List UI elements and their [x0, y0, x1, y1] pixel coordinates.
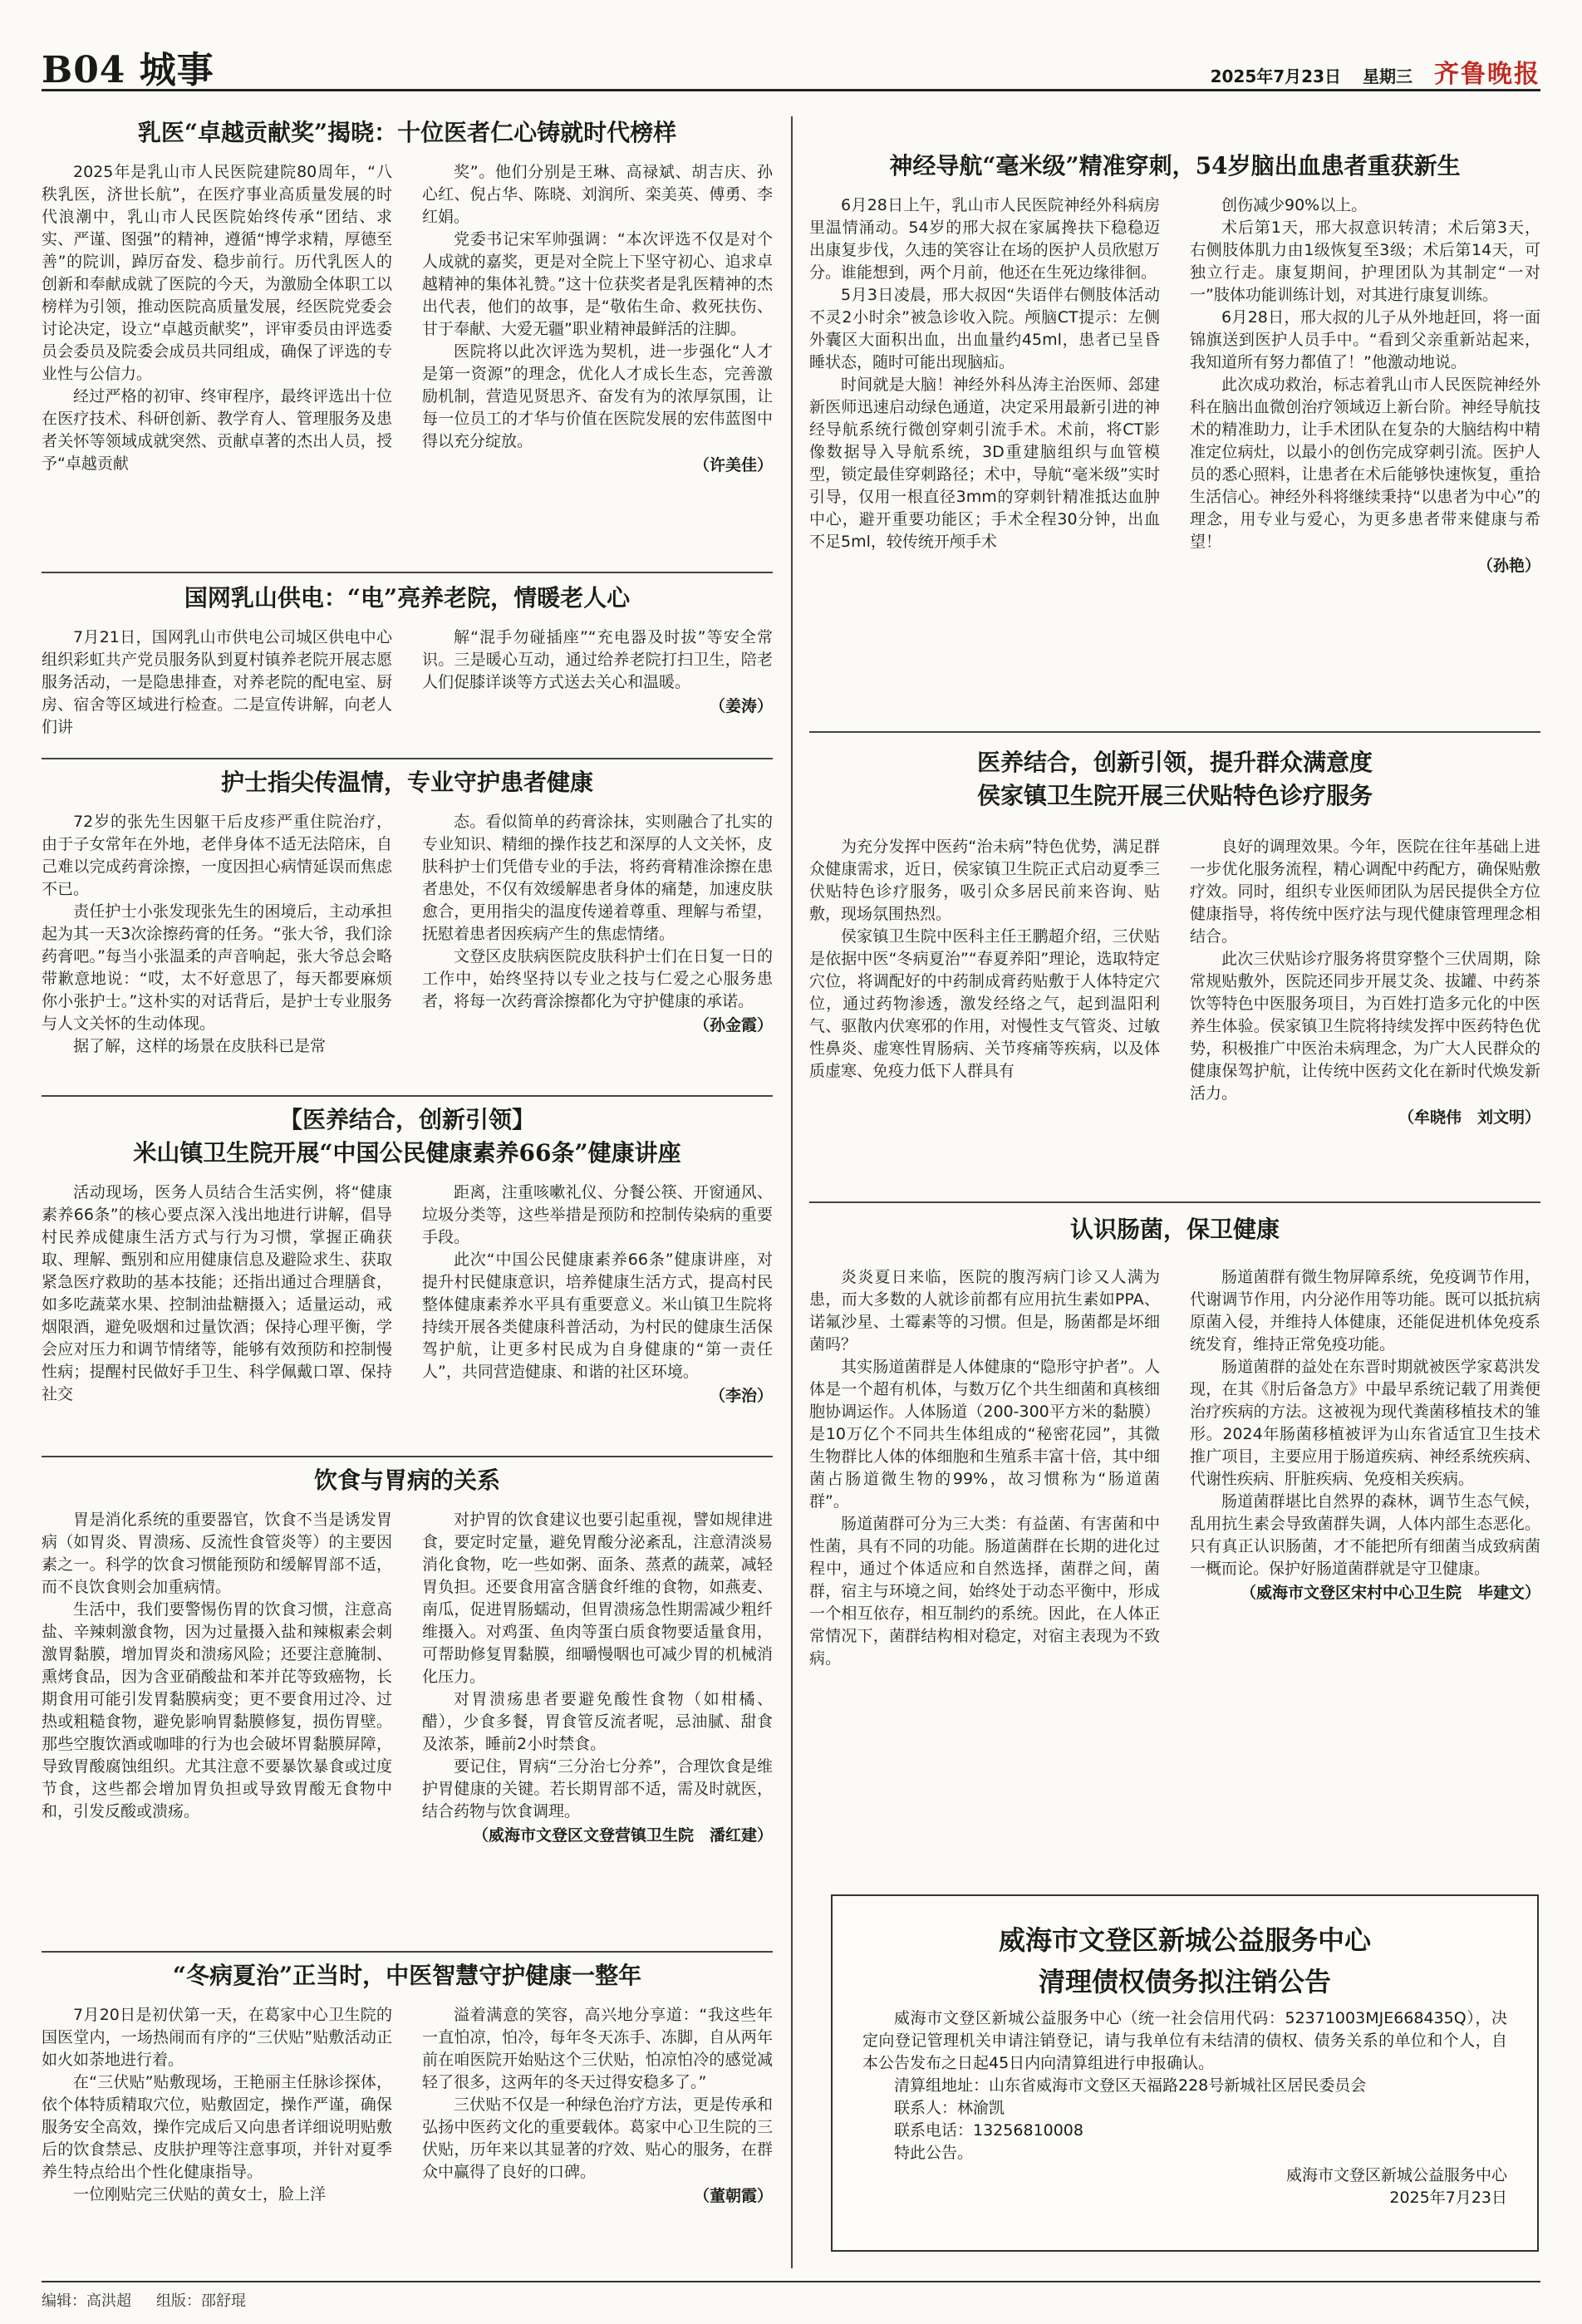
article-column-1: [42, 1182, 392, 1408]
byline: （姜涛）: [709, 697, 773, 715]
paragraph: 6月28日上午，乳山市人民医院神经外科病房里温情涌动。54岁的邢大叔在家属搀扶下稳稳迈出康复步伐，久违的笑容让在场的医护人员欣慰万分。谁能想到，两个月前，他还在生死边缘徘徊。: [809, 196, 1160, 282]
paragraph: 5月3日凌晨，邢大叔因“失语伴右侧肢体活动不灵2小时余”被急诊收入院。颅脑CT提示：左侧外囊区大面积出血，出血量约45ml，患者已呈昏睡状态，随时可能出现脑疝。: [809, 286, 1160, 371]
paragraph: 侯家镇卫生院中医科主任王鹏超介绍，三伏贴是依据中医“冬病夏治”“春夏养阳”理论，选取特定穴位，将调配好的中药制成膏药贴敷于人体特定穴位，通过药物渗透，激发经络之气，起到温阳利气、驱散内伏寒邪的作用，对慢性支气管炎、过敏性鼻炎、虚寒性胃肠病、关节疼痛等疾病，以及体质虚寒、免疫力低下人群具有: [809, 927, 1160, 1080]
paragraph: 溢着满意的笑容，高兴地分享道：“我这些年一直怕凉，怕冷，每年冬天冻手、冻脚，自从两年前在咱医院开始贴这个三伏贴，怕凉怕冷的感觉减轻了很多，这两年的冬天过得安稳多了。”: [422, 2006, 773, 2091]
paragraph: 炎炎夏日来临，医院的腹泻病门诊又人满为患，而大多数的人就诊前都有应用抗生素如PPA、诺氟沙星、土霉素等的习惯。但是，肠菌都是坏细菌吗？: [809, 1268, 1160, 1354]
notice-contact: 联系人：林渝凯: [894, 2099, 1005, 2117]
paragraph: 对护胃的饮食建议也要引起重视，譬如规律进食，要定时定量，避免胃酸分泌紊乱，注意清淡易消化食物，吃一些如粥、面条、蒸煮的蔬菜，减轻胃负担。还要食用富含膳食纤维的食物，如燕麦、南瓜，促进胃肠蠕动，但胃溃疡急性期需减少粗纤维摄入。对鸡蛋、鱼肉等蛋白质食物要适量食用，可帮助修复胃黏膜，细嚼慢咽也可减少胃的机械消化压力。: [422, 1511, 773, 1686]
deregistration-notice: [831, 1894, 1539, 2252]
notice-phone: 联系电话：13256810008: [894, 2121, 1083, 2140]
section-divider: [42, 1456, 773, 1457]
paragraph: 解“混手勿碰插座”“充电器及时拔”等安全常识。三是暖心互动，通过给养老院打扫卫生，陪老人们促膝详谈等方式送去关心和温暖。: [422, 628, 773, 691]
byline: （威海市文登区文登营镇卫生院 潘红建）: [472, 1826, 773, 1845]
article-column-1: [42, 811, 392, 1058]
byline: （李治）: [709, 1387, 773, 1405]
paragraph: 肠道菌群的益处在东晋时期就被医学家葛洪发现，在其《肘后备急方》中最早系统记载了用粪便治疗疾病的方法。这被视为现代粪菌移植技术的雏形。2024年肠菌移植被评为山东省适宜卫生技术推广项目，主要应用于肠道疾病、神经系统疾病、代谢性疾病、肝脏疾病、免疫相关疾病。: [1190, 1358, 1540, 1488]
section-divider: [42, 758, 773, 759]
article-column-2: [1190, 1266, 1540, 1670]
paragraph: 其实肠道菌群是人体健康的“隐形守护者”。人体是一个超有机体，与数万亿个共生细菌和真核细胞协调运作。人体肠道（200-300平方米的黏膜）是10万亿个不同共生体组成的“秘密花园”，其微生物群比人体的体细胞和生殖系丰富十倍，其中细菌占肠道微生物的99%，故习惯称为“肠道菌群”。: [809, 1358, 1160, 1511]
paragraph: 在“三伏贴”贴敷现场，王艳丽主任脉诊探体，依个体特质精取穴位，贴敷固定，操作严谨，确保服务安全高效，操作完成后又向患者详细说明贴敷后的饮食禁忌、皮肤护理等注意事项，并针对夏季养生特点给出个性化健康指导。: [42, 2073, 392, 2181]
paragraph: 肠道菌群可分为三大类：有益菌、有害菌和中性菌，具有不同的功能。肠道菌群在长期的进化过程中，通过个体适应和自然选择，菌群之间，菌群，宿主与环境之间，始终处于动态平衡中，形成一个相互依存，相互制约的系统。因此，在人体正常情况下，菌群结构相对稳定，对宿主表现为不致病。: [809, 1515, 1160, 1668]
article-a1: [42, 116, 773, 565]
paragraph: 医院将以此次评选为契机，进一步强化“人才是第一资源”的理念，优化人才成长生态，完善激励机制，营造见贤思齐、奋发有为的浓厚氛围，让每一位员工的才华与价值在医院发展的宏伟蓝图中得以充分绽放。: [422, 342, 773, 450]
article-a4: [42, 1103, 773, 1452]
paragraph: 良好的调理效果。今年，医院在往年基础上进一步优化服务流程，精心调配中药配方，确保贴敷疗效。同时，组织专业医师团队为居民提供全方位健康指导，将传统中医疗法与现代健康管理理念相结合。: [1190, 838, 1540, 946]
article-b1: [809, 150, 1540, 715]
notice-sign-org: 威海市文登区新城公益服务中心: [1285, 2166, 1507, 2184]
paper-name-logo: 齐鲁晚报: [1434, 60, 1540, 89]
layout-credit: 组版：邵舒琨: [156, 2292, 246, 2310]
section-divider: [809, 731, 1540, 733]
article-column-2: [1190, 836, 1540, 1129]
article-title: 医养结合，创新引领，提升群众满意度: [976, 749, 1373, 776]
notice-sign-date: 2025年7月23日: [1389, 2189, 1507, 2207]
paragraph: 奖”。他们分别是王琳、高禄斌、胡吉庆、孙心红、倪占华、陈晓、刘润所、栾美英、傅勇、李红娟。: [422, 163, 773, 226]
article-column-2: [422, 1182, 773, 1408]
article-a6: [42, 1959, 773, 2275]
paragraph: 据了解，这样的场景在皮肤科已是常: [73, 1037, 327, 1055]
article-title: 认识肠菌，保卫健康: [1069, 1216, 1280, 1243]
paragraph: 7月20日是初伏第一天，在葛家中心卫生院的国医堂内，一场热闹而有序的“三伏贴”贴敷活动正如火如荼地进行着。: [42, 2006, 392, 2069]
article-column-1: [42, 161, 392, 477]
paragraph: 7月21日，国网乳山市供电公司城区供电中心组织彩虹共产党员服务队到夏村镇养老院开展志愿服务活动，一是隐患排查，对养老院的配电室、厨房、宿舍等区域进行检查。二是宣传讲解，向老人们讲: [42, 628, 392, 736]
notice-title-line-1: 威海市文登区新城公益服务中心: [998, 1924, 1371, 1956]
article-column-2: [422, 1509, 773, 1847]
notice-closing: 特此公告。: [894, 2144, 974, 2162]
section-divider: [42, 572, 773, 573]
paragraph: 肠道菌群堪比自然界的森林，调节生态气候，乱用抗生素会导致菌群失调，人体内部生态恶化。只有真正认识肠菌，才不能把所有细菌当成致病菌一概而论。保护好肠道菌群就是守卫健康。: [1190, 1492, 1540, 1578]
paragraph: 责任护士小张发现张先生的困境后，主动承担起为其一天3次涂擦药膏的任务。“张大爷，我们涂药膏吧。”每当小张温柔的声音响起，张大爷总会略带歉意地说：“哎，太不好意思了，每天都要麻烦你小张护士。”这朴实的对话背后，是护士专业服务与人文关怀的生动体现。: [42, 902, 392, 1033]
byline: （孙艳）: [1476, 557, 1540, 575]
editor-credit: 编辑：高洪超: [42, 2292, 131, 2310]
article-title: 国网乳山供电：“电”亮养老院，情暖老人心: [184, 584, 631, 612]
section-divider: [809, 1201, 1540, 1203]
paragraph: 一位刚贴完三伏贴的黄女士，脸上洋: [73, 2185, 327, 2204]
paragraph: 党委书记宋军帅强调：“本次评选不仅是对个人成就的嘉奖，更是对全院上下坚守初心、追求卓越精神的集体礼赞。”这十位获奖者是乳医精神的杰出代表，他们的故事，是“敬佑生命、救死扶伤、甘于奉献、大爱无疆”职业精神最鲜活的注脚。: [422, 230, 773, 338]
article-title: 饮食与胃病的关系: [313, 1467, 500, 1494]
paragraph: 此次成功救治，标志着乳山市人民医院神经外科在脑出血微创治疗领域迈上新台阶。神经导航技术的精准助力，让手术团队在复杂的大脑结构中精准定位病灶，以最小的创伤完成穿刺引流。医护人员的悉心照料，让患者在术后能够快速恢复，重拾生活信心。神经外科将继续秉持“以患者为中心”的理念，用专业与爱心，为更多患者带来健康与希望！: [1190, 376, 1540, 551]
page-label: B04 城事: [42, 49, 214, 91]
article-b3: [809, 1213, 1540, 1870]
article-column-1: [809, 1266, 1160, 1670]
article-column-2: [422, 2004, 773, 2208]
paragraph: 要记住，胃病“三分治七分养”，合理饮食是维护胃健康的关键。若长期胃部不适，需及时就医，结合药物与饮食调理。: [422, 1757, 773, 1820]
byline: （董朝霞）: [693, 2187, 773, 2205]
paragraph: 为充分发挥中医药“治未病”特色优势，满足群众健康需求，近日，侯家镇卫生院正式启动夏季三伏贴特色诊疗服务，吸引众多居民前来咨询、贴敷，现场氛围热烈。: [809, 838, 1160, 923]
paragraph: 文登区皮肤病医院皮肤科护士们在日复一日的工作中，始终坚持以专业之技与仁爱之心服务患者，将每一次药膏涂擦都化为守护健康的承诺。: [422, 947, 773, 1010]
article-column-2: [422, 811, 773, 1058]
article-title: 神经导航“毫米级”精准穿刺，54岁脑出血患者重获新生: [889, 152, 1461, 179]
article-column-1: [42, 1509, 392, 1847]
article-column-1: [809, 836, 1160, 1129]
issue-date: 2025年7月23日: [1210, 66, 1341, 86]
paragraph: 肠道菌群有微生物屏障系统，免疫调节作用，代谢调节作用，内分泌作用等功能。既可以抵抗病原菌入侵，并维持人体健康，还能促进机体免疫系统发育，维持正常免疫功能。: [1190, 1268, 1540, 1354]
paragraph: 术后第1天，邢大叔意识转清；术后第3天，右侧肢体肌力由1级恢复至3级；术后第14天，可独立行走。康复期间，护理团队为其制定“一对一”肢体功能训练计划，对其进行康复训练。: [1190, 219, 1540, 304]
paragraph: 胃是消化系统的重要器官，饮食不当是诱发胃病（如胃炎、胃溃疡、反流性食管炎等）的主要因素之一。科学的饮食习惯能预防和缓解胃部不适，而不良饮食则会加重病情。: [42, 1511, 392, 1596]
article-column-1: [809, 194, 1160, 577]
article-a2: [42, 582, 773, 756]
masthead: [1211, 53, 1540, 90]
article-title: 乳医“卓越贡献奖”揭晓：十位医者仁心铸就时代榜样: [137, 119, 677, 146]
notice-title-line-2: 清理债权债务拟注销公告: [1038, 1966, 1331, 1997]
paragraph: 活动现场，医务人员结合生活实例，将“健康素养66条”的核心要点深入浅出地进行讲解，倡导村民养成健康生活方式与行为习惯，掌握正确获取、理解、甄别和应用健康信息及避险求生、获取紧急医疗救助的基本技能；还指出通过合理膳食，如多吃蔬菜水果、控制油盐糖摄入；适量运动，戒烟限酒，避免吸烟和过量饮酒；保持心理平衡，学会应对压力和调节情绪等，能够有效预防和控制慢性病；提醒村民做好手卫生、科学佩戴口罩、保持社交: [42, 1183, 392, 1403]
article-column-2: [1190, 194, 1540, 577]
byline: （牟晓伟 刘文明）: [1398, 1108, 1540, 1127]
article-subtitle: 侯家镇卫生院开展三伏贴特色诊疗服务: [976, 782, 1373, 809]
paragraph: 三伏贴不仅是一种绿色治疗方法，更是传承和弘扬中医药文化的重要载体。葛家中心卫生院的三伏贴，历年来以其显著的疗效、贴心的服务，在群众中赢得了良好的口碑。: [422, 2096, 773, 2181]
article-kicker: 【医养结合，创新引领】: [278, 1106, 535, 1133]
notice-body: 威海市文登区新城公益服务中心（统一社会信用代码：52371003MJE668435Q），决定向登记管理机关申请注销登记，请与我单位有未结清的债权、债务关系的单位和个人，自本公告发布之日起45日内向清算组进行申报确认。: [862, 2009, 1507, 2072]
paragraph: 态。看似简单的药膏涂抹，实则融合了扎实的专业知识、精细的操作技艺和深厚的人文关怀，皮肤科护士们凭借专业的手法，将药膏精准涂擦在患者患处，不仅有效缓解患者身体的痛楚，加速皮肤愈合，更用指尖的温度传递着尊重、理解与希望，抚慰着患者因疾病产生的焦虑情绪。: [422, 813, 773, 943]
notice-address: 清算组地址：山东省威海市文登区天福路228号新城社区居民委员会: [894, 2076, 1367, 2095]
page-footer: [42, 2281, 1540, 2311]
byline: （许美佳）: [693, 456, 773, 474]
paragraph: 经过严格的初审、终审程序，最终评选出十位在医疗技术、科研创新、教学育人、管理服务及患者关怀等领域成就突然、贡献卓著的杰出人员，授予“卓越贡献: [42, 387, 392, 473]
paragraph: 对胃溃疡患者要避免酸性食物（如柑橘、醋），少食多餐，胃食管反流者呢，忌油腻、甜食及浓茶，睡前2小时禁食。: [422, 1690, 773, 1753]
paragraph: 2025年是乳山市人民医院建院80周年，“八秩乳医，济世长航”，在医疗事业高质量发展的时代浪潮中，乳山市人民医院始终传承“团结、求实、严谨、图强”的精神，遵循“博学求精，厚德至善”的院训，踔厉奋发、稳步前行。历代乳医人的创新和奉献成就了医院的今天，为激励全体职工以榜样为引领，推动医院高质量发展，经医院党委会讨论决定，设立“卓越贡献奖”，评审委员由评选委员会委员及院委会成员共同组成，确保了评选的专业性与公信力。: [42, 163, 392, 383]
article-column-2: [422, 626, 773, 739]
article-title: “冬病夏治”正当时，中医智慧守护健康一整年: [172, 1962, 642, 1989]
byline: （孙金霞）: [693, 1016, 773, 1034]
article-a5: [42, 1464, 773, 1946]
column-divider: [791, 116, 793, 2268]
paragraph: 此次“中国公民健康素养66条”健康讲座，对提升村民健康意识，培养健康生活方式，提高村民整体健康素养水平具有重要意义。米山镇卫生院将持续开展各类健康科普活动，为村民的健康生活保驾护航，让更多村民成为自身健康的“第一责任人”，共同营造健康、和谐的社区环境。: [422, 1250, 773, 1381]
paragraph: 生活中，我们要警惕伤胃的饮食习惯，注意高盐、辛辣刺激食物，因为过量摄入盐和辣椒素会刺激胃黏膜，增加胃炎和溃疡风险；还要注意腌制、熏烤食品，因为含亚硝酸盐和苯并芘等致癌物，长期食用可能引发胃黏膜病变；更不要食用过冷、过热或粗糙食物，避免影响胃黏膜修复，损伤胃壁。那些空腹饮酒或咖啡的行为也会破坏胃黏膜屏障，导致胃酸腐蚀组织。尤其注意不要暴饮暴食或过度节食，这些都会增加胃负担或导致胃酸无食物中和，引发反酸或溃疡。: [42, 1600, 392, 1820]
article-column-2: [422, 161, 773, 477]
article-column-1: [42, 626, 392, 739]
paragraph: 距离，注重咳嗽礼仪、分餐公筷、开窗通风、垃圾分类等，这些举措是预防和控制传染病的重要手段。: [422, 1183, 773, 1246]
paragraph: 6月28日，邢大叔的儿子从外地赶回，将一面锦旗送到医护人员手中。“看到父亲重新站起来，我知道所有努力都值了！”他激动地说。: [1190, 308, 1540, 371]
section-divider: [42, 1095, 773, 1097]
page-header: [42, 33, 1540, 91]
article-b2: [809, 746, 1540, 1195]
paragraph: 时间就是大脑！神经外科丛涛主治医师、郐建新医师迅速启动绿色通道，决定采用最新引进的神经导航系统行微创穿刺引流手术。术前，将CT影像数据导入导航系统，3D重建脑组织与血管模型，锁定最佳穿刺路径；术中，导航“毫米级”实时引导，仅用一根直径3mm的穿刺针精准抵达血肿中心，避开重要功能区；手术全程30分钟，出血不足5ml，较传统开颅手术: [809, 376, 1160, 551]
paragraph: 此次三伏贴诊疗服务将贯穿整个三伏周期，除常规贴敷外，医院还同步开展艾灸、拔罐、中药茶饮等特色中医服务项目，为百姓打造多元化的中医养生体验。侯家镇卫生院将持续发挥中医药特色优势，积极推广中医治未病理念，为广大人民群众的健康保驾护航，让传统中医药文化在新时代焕发新活力。: [1190, 950, 1540, 1103]
paragraph: 72岁的张先生因躯干后皮疹严重住院治疗，由于子女常年在外地，老伴身体不适无法陪床，自己难以完成药膏涂擦，一度因担心病情延误而焦虑不已。: [42, 813, 392, 898]
article-a3: [42, 766, 773, 1090]
paragraph: 创伤减少90%以上。: [1221, 196, 1368, 214]
byline: （威海市文登区宋村中心卫生院 毕建文）: [1240, 1584, 1540, 1602]
article-title: 米山镇卫生院开展“中国公民健康素养66条”健康讲座: [133, 1139, 681, 1167]
article-column-1: [42, 2004, 392, 2208]
section-divider: [42, 1951, 773, 1953]
weekday: 星期三: [1363, 66, 1412, 86]
article-title: 护士指尖传温情，专业守护患者健康: [220, 769, 593, 796]
